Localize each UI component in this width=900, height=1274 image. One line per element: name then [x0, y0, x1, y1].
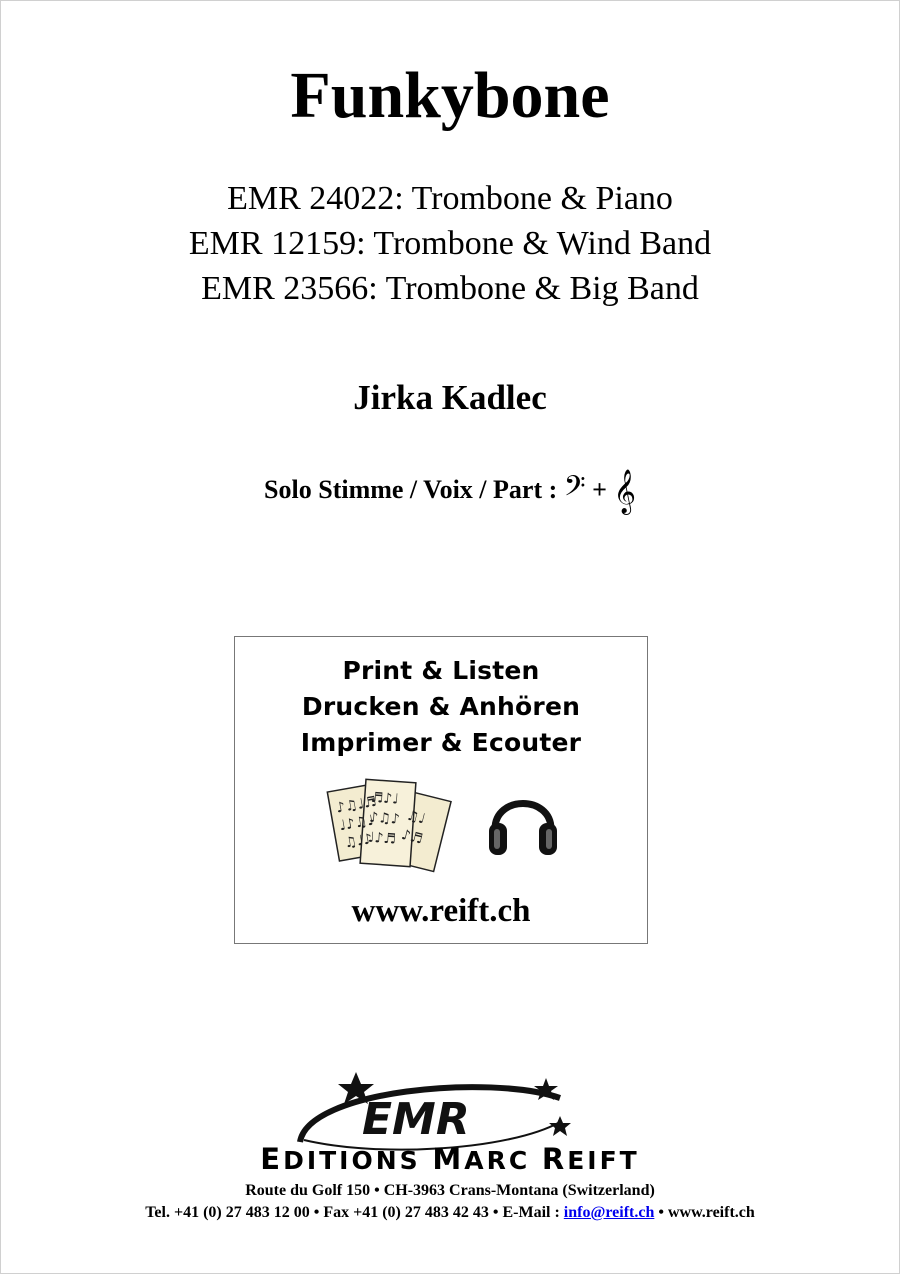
bass-clef-icon: 𝄢 [563, 470, 586, 510]
email-link[interactable]: info@reift.ch [563, 1204, 655, 1221]
promo-line: Print & Listen [342, 656, 540, 685]
svg-text:♫♩♪: ♫♩♪ [343, 831, 374, 852]
contact-phone-fax: Tel. +41 (0) 27 483 12 00 • Fax +41 (0) 27 483 42 43 • E-Mail : [145, 1204, 564, 1221]
page-title: Funkybone [290, 59, 610, 132]
svg-text:♩♪♬: ♩♪♬ [367, 829, 397, 848]
treble-clef-icon: 𝄞 [613, 469, 636, 513]
promo-icons [235, 773, 647, 883]
sheet-music-icon [325, 773, 455, 883]
address-line: Route du Golf 150 • CH-3963 Crans-Montana (Switzerland) [245, 1182, 655, 1199]
edition-list [0, 176, 900, 311]
contact-website: • www.reift.ch [654, 1204, 755, 1221]
publisher-initial: E [260, 1142, 284, 1176]
headphones-icon [485, 783, 561, 863]
promo-line: Imprimer & Ecouter [300, 728, 582, 757]
svg-text:♫♩: ♫♩ [404, 807, 427, 828]
publisher-initial: M [432, 1142, 465, 1176]
publisher-word: EIFT [567, 1146, 640, 1175]
print-listen-box[interactable] [234, 636, 648, 944]
contact-line [0, 1202, 900, 1224]
publisher-name [0, 1144, 900, 1176]
svg-text:♪♫♪: ♪♫♪ [368, 809, 401, 828]
plus-sign: + [592, 475, 607, 504]
promo-lines [235, 653, 647, 761]
publisher-word: DITIONS [283, 1146, 433, 1175]
promo-line: Drucken & Anhören [301, 692, 581, 721]
publisher-address [0, 1180, 900, 1224]
edition-item: EMR 23566: Trombone & Big Band [201, 270, 699, 307]
website-link[interactable]: www.reift.ch [351, 893, 531, 929]
svg-text:♪♬: ♪♬ [399, 826, 425, 848]
publisher-initial: R [541, 1142, 568, 1176]
svg-text:♬♪♩: ♬♪♩ [370, 789, 400, 808]
composer-name: Jirka Kadlec [353, 378, 547, 417]
part-label: Solo Stimme / Voix / Part : [264, 475, 558, 504]
svg-text:♩♪♫♩: ♩♪♫♩ [338, 812, 376, 835]
svg-text:♪♫♩♬: ♪♫♩♬ [334, 793, 378, 817]
publisher-word: ARC [464, 1146, 542, 1175]
logo-text: EMR [362, 1094, 470, 1145]
part-line [0, 470, 900, 511]
edition-item: EMR 12159: Trombone & Wind Band [188, 225, 712, 262]
edition-item: EMR 24022: Trombone & Piano [227, 180, 673, 217]
